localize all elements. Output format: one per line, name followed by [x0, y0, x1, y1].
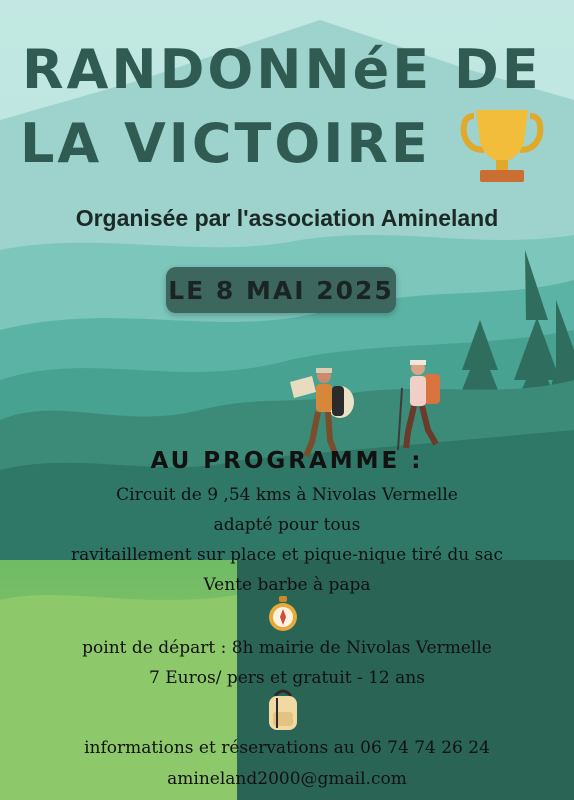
date-badge: [166, 267, 396, 313]
program-line-1: Circuit de 9 ,54 kms à Nivolas Vermelle: [116, 485, 458, 505]
poster-title-line1: RANDONNéE DE: [22, 38, 542, 101]
reservation-info: informations et réservations au 06 74 74 26 24: [84, 738, 490, 758]
event-date: LE 8 MAI 2025: [168, 275, 394, 305]
organizer-subtitle: Organisée par l'association Amineland: [75, 205, 499, 231]
trophy-icon: [460, 106, 544, 186]
program-line-3: ravitaillement sur place et pique-nique tiré du sac: [70, 545, 504, 565]
compass-icon: [268, 596, 298, 632]
price-info: 7 Euros/ pers et gratuit - 12 ans: [149, 668, 425, 688]
hiker-with-pole-illustration: [392, 358, 448, 454]
contact-email[interactable]: amineland2000@gmail.com: [167, 769, 407, 789]
program-line-4: Vente barbe à papa: [203, 575, 371, 595]
hiker-with-map-illustration: [282, 366, 362, 458]
poster-title-line2: LA VICTOIRE: [20, 112, 431, 175]
backpack-icon: [263, 688, 303, 732]
departure-info: point de départ : 8h mairie de Nivolas Vermelle: [82, 638, 492, 658]
program-line-2: adapté pour tous: [213, 515, 361, 535]
program-heading: AU PROGRAMME :: [150, 448, 424, 474]
